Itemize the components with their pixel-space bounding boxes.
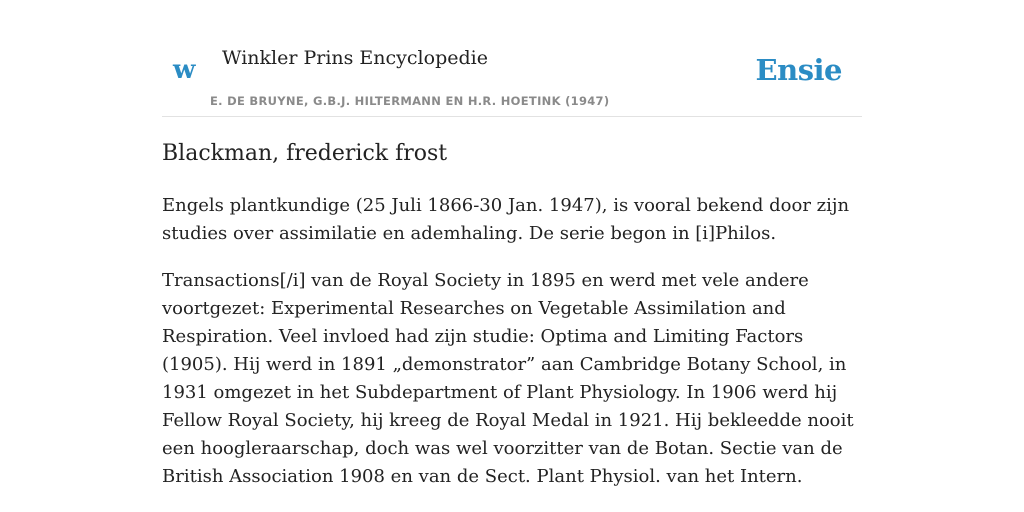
publication-header: [162, 0, 862, 117]
article-paragraph-2: Transactions[/i] van de Royal Society in 1895 en werd met vele andere voortgezet: Experimental Researches on Vegetable Assimilation and Respiration. Veel invloed had zijn studie: Optima and Limiting Factors (1905). Hij werd in 1891 „demonstrator” aan Cambridge Botany School, in 1931 omgezet in het Subdepartment of Plant Physiology. In 1906 werd hij Fellow Royal Society, hij kreeg de Royal Medal in 1921. Hij bekleedde nooit een hoogleraarschap, doch was wel voorzitter van de Botan. Sectie van de British Association 1908 en van de Sect. Plant Physiol. van het Intern.: [162, 270, 854, 487]
article-title: Blackman, frederick frost: [162, 141, 448, 166]
article: [162, 138, 862, 510]
publication-authors: E. DE BRUYNE, G.B.J. HILTERMANN EN H.R. HOETINK (1947): [210, 94, 610, 108]
article-paragraph-1: Engels plantkundige (25 Juli 1866-30 Jan. 1947), is vooral bekend door zijn studies over assimilatie en ademhaling. De serie begon in [i]Philos.: [162, 195, 850, 244]
publication-title[interactable]: Winkler Prins Encyclopedie: [222, 47, 488, 69]
ensie-logo[interactable]: Ensie: [755, 53, 842, 87]
publication-logo[interactable]: w: [173, 55, 196, 85]
